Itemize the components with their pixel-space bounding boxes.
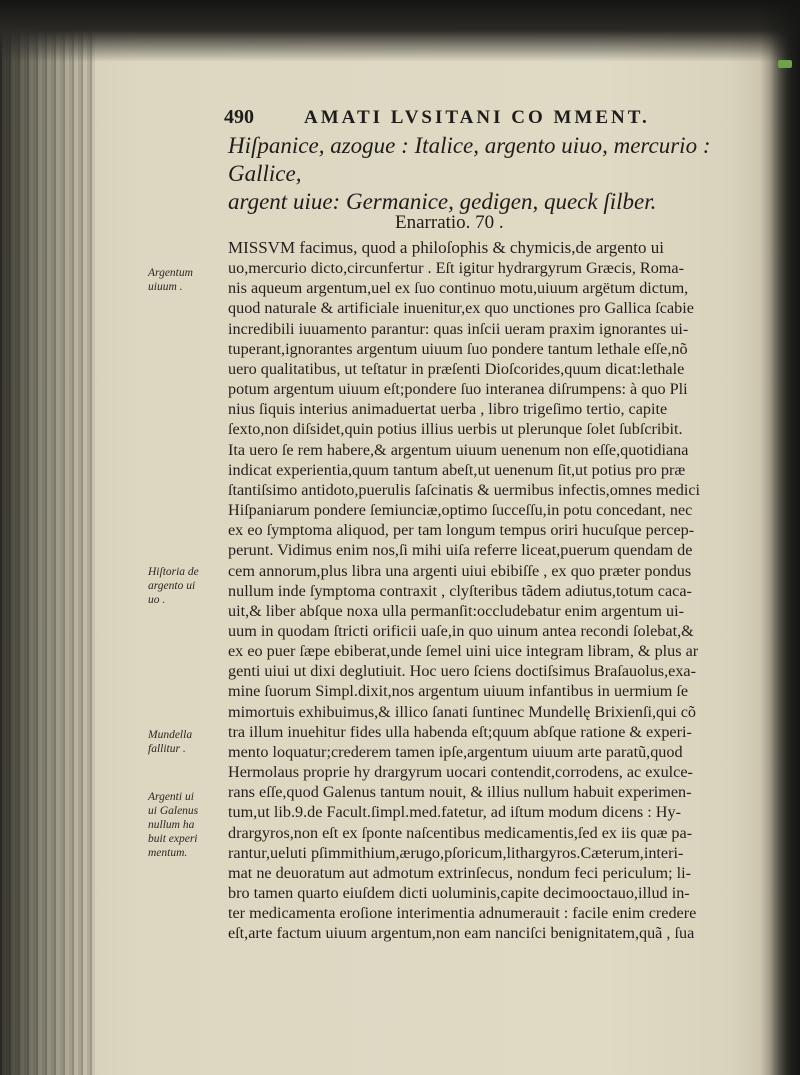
body-line: quod naturale & artificiale inuenitur,ex quo unctiones pro Gallica ſcabie <box>228 299 694 318</box>
body-line: Hermolaus proprie hy drargyrum uocari contendit,corrodens, ac exulce- <box>228 763 693 782</box>
body-line: ſexto,non diſsidet,quin potius illius uerbis ut plerunque ſolet ſubſcribit. <box>228 420 683 439</box>
body-line: uum in quodam ſtricti orificii uaſe,in quo uinum antea recondi ſolebat,& <box>228 621 694 640</box>
margin-note-line: fallitur . <box>148 743 186 755</box>
body-line: uo,mercurio dicto,circunfertur . Eſt igitur hydrargyrum Græcis, Roma- <box>228 259 684 278</box>
page-header <box>224 106 744 129</box>
body-line: potum argentum uiuum eſt;pondere ſuo interanea diſrumpens: à quo Pli <box>228 380 688 399</box>
body-text <box>228 238 756 943</box>
body-line: nius ſiquis interius animaduertat uerba , libro trigeſimo tertio, capite <box>228 400 668 419</box>
body-line: bro tamen quarto eiuſdem dicti uoluminis,capite decimooctauo,illud in- <box>228 884 690 902</box>
margin-note-line: buit experi <box>148 833 198 845</box>
body-line: drargyros,non eſt ex ſponte naſcentibus medicamentis,ſed ex iis quæ pa- <box>228 823 693 842</box>
margin-note-line: mentum. <box>148 847 188 859</box>
margin-note-line: ui Galenus <box>148 805 199 817</box>
subtitle-line: Hiſpanice, azogue : Italice, argento uiuo, mercurio : Gallice, <box>228 133 711 186</box>
margin-note-line: nullum ha <box>148 819 195 831</box>
body-line: mat ne deuoratum aut admotum extrinſecus, nondum feci periculum; li- <box>228 863 692 882</box>
body-line: ter medicamenta eroſione interimentia adnumerauit : facile enim credere <box>228 904 697 923</box>
body-line: uit,& liber abſque noxa ulla permanſit:occludebatur enim argentum ui- <box>228 601 684 620</box>
body-line: rantur,ueluti pſimmithium,ærugo,pſoricum,lithargyros.Cæterum,interi- <box>228 843 684 862</box>
body-line: tuperant,ignorantes argentum uiuum ſuo pondere tantum lethale eſſe,nõ <box>228 339 688 358</box>
top-shadow <box>0 0 800 62</box>
subtitle-line: argent uiue: Germanice, gedigen, queck ſilber. <box>228 189 657 214</box>
margin-note <box>148 565 228 607</box>
body-line: indicat experientia,quum tantum abeſt,ut uenenum ſit,ut potius pro præ <box>228 460 686 479</box>
body-line: ex eo puer ſæpe ebiberat,unde ſemel uini uice integram libram, & plus ar <box>228 642 699 661</box>
body-line: incredibili iuuamento parantur: quas inſcii ueram praxim ignorantes ui- <box>228 319 689 338</box>
running-head: AMATI LVSITANI CO MMENT. <box>304 107 650 128</box>
body-line: MISSVM facimus, quod a philoſophis & chymicis,de argento ui <box>228 238 664 257</box>
body-line: nis aqueum argentum,uel ex ſuo continuo motu,uiuum argëtum dictum, <box>228 279 689 298</box>
entry-subtitle <box>228 132 768 216</box>
body-line: perunt. Vidimus enim nos,ſi mihi uiſa referre liceat,puerum quendam de <box>228 541 693 560</box>
margin-note-line: Argentum <box>148 267 193 279</box>
margin-note-line: Mundella <box>148 729 193 741</box>
body-line: eſt,arte factum uiuum argentum,non eam nanciſci benignitatem,quã , ſua <box>228 924 695 943</box>
margin-note <box>148 790 228 860</box>
body-line: tum,ut lib.9.de Facult.ſimpl.med.fatetur, ad iſtum modum dicens : Hy- <box>228 803 681 822</box>
body-line: rans eſſe,quod Galenus tantum nouit, & illius nullum habuit experimen- <box>228 783 692 802</box>
body-line: ſtantiſsimo antidoto,puerulis ſaſcinatis & uermibus infectis,omnes medici <box>228 480 701 499</box>
body-line: tra illum inuehitur fides ulla habenda eſt;quum abſque ratione & experi- <box>228 722 692 741</box>
margin-note-line: uo . <box>148 594 166 606</box>
body-line: Ita uero ſe rem habere,& argentum uiuum uenenum non eſſe,quotidiana <box>228 440 689 459</box>
body-line: genti uiui ut dixi deglutiuit. Hoc uero ſciens doctiſsimus Braſauolus,exa- <box>228 662 697 681</box>
body-line: Hiſpaniarum pondere ſemiunciæ,optimo ſucceſſu,in potu concedant, nec <box>228 501 693 520</box>
body-line: mento loquatur;crederem tamen ipſe,argentum uiuum arte paratũ,quod <box>228 742 683 761</box>
body-line: mine ſuorum Simpl.dixit,nos argentum uiuum infantibus in uermium ſe <box>228 682 689 701</box>
margin-note-line: uiuum . <box>148 281 183 293</box>
body-line: mimortuis exhibuimus,& illico ſanati ſuntinec Mundellę Brixienſi,qui cõ <box>228 702 697 721</box>
green-tab-marker <box>778 60 792 68</box>
book-binding <box>0 0 95 1075</box>
margin-note-line: Argenti ui <box>148 791 194 803</box>
body-line: ex eo ſymptoma aliquod, per tam longum tempus oriri hucuſque percep- <box>228 521 695 540</box>
margin-note-line: argento ui <box>148 580 196 592</box>
page-number: 490 <box>224 106 254 128</box>
section-title: Enarratio. 70 . <box>395 212 504 233</box>
margin-note <box>148 266 228 294</box>
body-line: uero qualitatibus, ut teſtatur in præſenti Dioſcorides,quum dicat:lethale <box>228 359 685 378</box>
body-line: nullum inde ſymptoma contraxit , clyſteribus tãdem adiutus,totum caca- <box>228 581 692 600</box>
body-line: cem annorum,plus libra una argenti uiui ebibiſſe , ex quo præter pondus <box>228 561 692 580</box>
margin-note-line: Hiſtoria de <box>148 566 199 578</box>
margin-note <box>148 728 228 756</box>
